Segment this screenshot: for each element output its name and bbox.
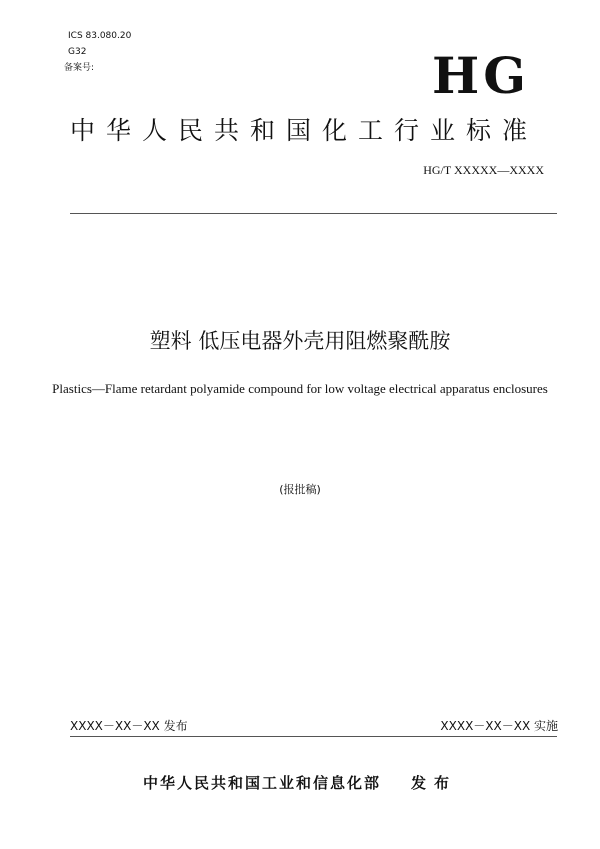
standard-title: 中华人民共和国化工行业标准	[70, 116, 539, 145]
classification-code: G32	[68, 47, 87, 57]
hg-logo: HG	[432, 46, 530, 105]
publisher-line	[0, 772, 600, 794]
standard-number: HG/T XXXXX—XXXX	[423, 163, 544, 177]
ics-code: ICS 83.080.20	[68, 31, 132, 41]
document-title-en: Plastics—Flame retardant polyamide compound for low voltage electrical apparatus enclosures	[52, 381, 548, 396]
top-divider	[70, 213, 557, 214]
implementation-date: XXXX－XX－XX 实施	[440, 719, 558, 733]
publisher-name: 中华人民共和国工业和信息化部	[142, 774, 381, 792]
record-number-label: 备案号:	[64, 63, 95, 73]
release-date: XXXX－XX－XX 发布	[70, 719, 188, 733]
draft-status: (报批稿)	[279, 483, 321, 496]
publish-action: 发布	[411, 774, 458, 792]
document-title-cn: 塑料 低压电器外壳用阻燃聚酰胺	[149, 329, 451, 353]
bottom-divider	[70, 736, 557, 737]
